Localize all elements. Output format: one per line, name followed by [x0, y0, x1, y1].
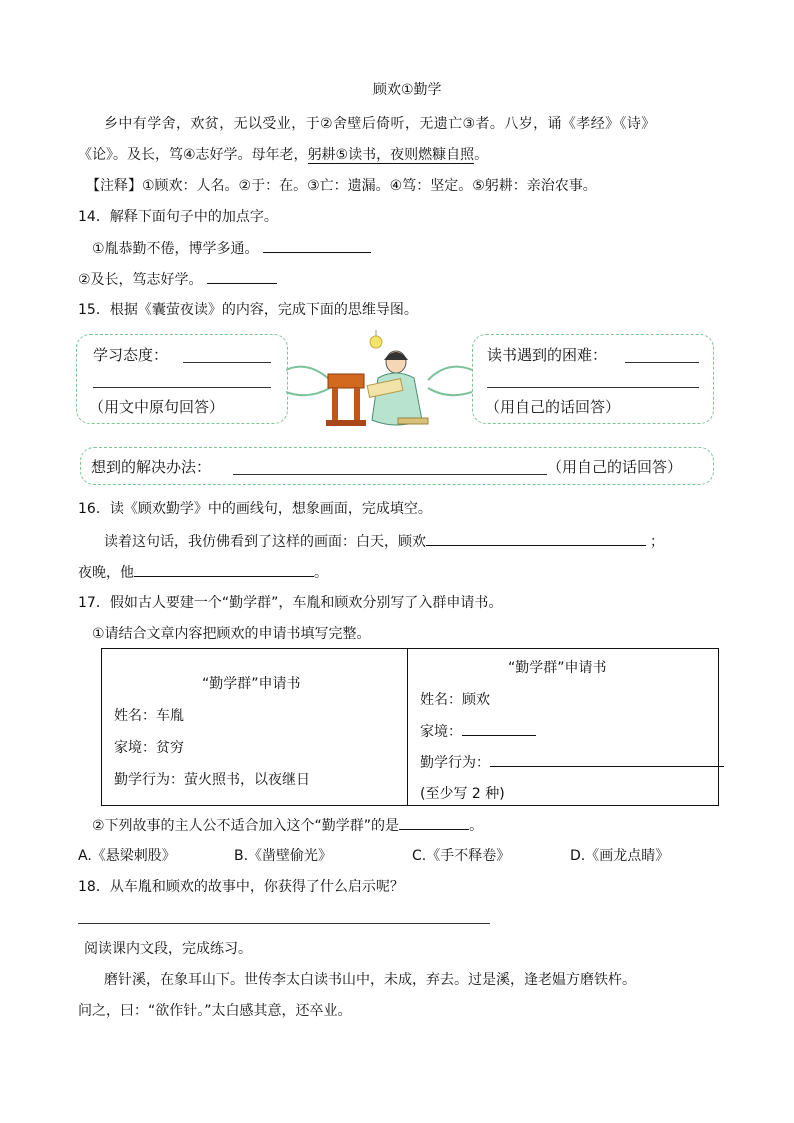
q14-item-2-text: ②及长，笃志好学。 — [78, 272, 203, 288]
solution-label: 想到的解决办法： — [91, 458, 212, 476]
q14-item-1 — [92, 238, 371, 259]
q17-option-c[interactable]: C.《手不释卷》 — [412, 848, 511, 864]
connector-left-icon — [286, 367, 330, 380]
q16-line-1-end: ； — [650, 534, 664, 550]
passage-notes: 【注释】①顾欢：人名。②于：在。③亡：遗漏。④笃：坚定。⑤躬耕：亲治农事。 — [86, 178, 597, 194]
attitude-blank-2[interactable] — [93, 387, 271, 388]
passage-title: 顾欢①勤学 — [373, 82, 442, 98]
app-right-behavior-blank[interactable] — [490, 752, 724, 767]
q14-item-1-blank[interactable] — [263, 238, 371, 253]
connector-right-icon — [428, 367, 472, 380]
passage-2-line-1: 磨针溪，在象耳山下。世传李太白读书山中，未成，弃去。过是溪，逢老媪方磨铁杵。 — [104, 972, 636, 988]
mindmap-box-attitude — [76, 334, 288, 424]
q17-option-b[interactable]: B.《凿壁偷光》 — [234, 848, 333, 864]
app-left-family: 家境：贫穷 — [114, 740, 184, 756]
q14-item-1-text: ①胤恭勤不倦，博学多通。 — [92, 241, 259, 257]
passage-2-line-2: 问之，曰：“欲作针。”太白感其意，还卒业。 — [78, 1003, 352, 1019]
q17-sub-2-blank[interactable] — [399, 815, 469, 830]
passage-line-2-end: 。 — [474, 147, 489, 163]
application-che-yin — [102, 649, 408, 806]
q15-stem: 15．根据《囊萤夜读》的内容，完成下面的思维导图。 — [78, 302, 418, 318]
solution-hint: （用自己的话回答） — [547, 458, 683, 476]
q17-sub-1: ①请结合文章内容把顾欢的申请书填写完整。 — [92, 626, 371, 642]
difficulty-blank-1[interactable] — [625, 362, 699, 363]
difficulty-hint: （用自己的话回答） — [485, 398, 621, 416]
app-left-behavior: 勤学行为：萤火照书，以夜继日 — [114, 772, 310, 788]
lamp-icon — [370, 336, 382, 348]
q17-sub-2 — [92, 815, 483, 836]
app-left-title: “勤学群”申请书 — [202, 676, 301, 692]
q16-line-1 — [104, 531, 664, 552]
q17-sub-2-text: ②下列故事的主人公不适合加入这个“勤学群”的是 — [92, 818, 400, 834]
difficulty-blank-2[interactable] — [487, 387, 699, 388]
app-right-family — [420, 721, 536, 741]
q14-item-2 — [78, 269, 277, 290]
app-right-behavior — [420, 752, 724, 772]
q18-answer-line[interactable] — [78, 923, 490, 924]
app-right-behavior-label: 勤学行为： — [420, 755, 490, 771]
app-left-name: 姓名：车胤 — [114, 708, 184, 724]
difficulty-label: 读书遇到的困难： — [487, 346, 608, 364]
application-table — [101, 648, 719, 806]
app-right-name: 姓名：顾欢 — [420, 692, 490, 708]
q17-option-d[interactable]: D.《画龙点睛》 — [570, 848, 670, 864]
passage-2-intro: 阅读课内文段，完成练习。 — [84, 941, 252, 957]
attitude-label: 学习态度： — [93, 346, 169, 364]
attitude-blank-1[interactable] — [183, 362, 271, 363]
passage-line-2-start: 《论》。及长，笃④志好学。母年老， — [78, 147, 308, 163]
q14-item-2-blank[interactable] — [207, 269, 277, 284]
q16-line-2 — [78, 562, 328, 583]
solution-blank[interactable] — [233, 474, 547, 475]
q16-night-blank[interactable] — [134, 562, 314, 577]
q16-stem: 16．读《顾欢勤学》中的画线句，想象画面，完成填空。 — [78, 501, 432, 517]
app-right-family-blank[interactable] — [462, 721, 536, 736]
q16-line-2-end: 。 — [314, 565, 328, 581]
mindmap-box-difficulty — [472, 334, 714, 424]
q16-line-1-text: 读着这句话，我仿佛看到了这样的画面：白天，顾欢 — [104, 534, 426, 550]
q17-option-a[interactable]: A.《悬梁刺股》 — [78, 848, 176, 864]
q17-stem: 17．假如古人要建一个“勤学群”，车胤和顾欢分别写了入群申请书。 — [78, 595, 503, 611]
q16-day-blank[interactable] — [426, 531, 646, 546]
app-right-note: (至少写 2 种) — [420, 786, 505, 802]
app-right-family-label: 家境： — [420, 724, 462, 740]
q14-stem: 14．解释下面句子中的加点字。 — [78, 209, 278, 225]
app-right-title: “勤学群”申请书 — [508, 660, 607, 676]
attitude-hint: （用文中原句回答） — [89, 398, 225, 416]
application-gu-huan — [408, 649, 719, 806]
q18-stem: 18．从车胤和顾欢的故事中，你获得了什么启示呢？ — [78, 879, 404, 895]
q16-line-2-text: 夜晚，他 — [78, 565, 134, 581]
mindmap-box-solution — [80, 447, 714, 485]
passage-line-2 — [78, 145, 488, 165]
desk-icon — [328, 374, 364, 388]
underlined-sentence: 躬耕⑤读书，夜则燃糠自照 — [307, 147, 475, 163]
passage-line-1: 乡中有学舍，欢贫，无以受业，于②舍壁后倚听，无遗亡③者。八岁，诵《孝经》《诗》 — [104, 116, 656, 132]
q17-sub-2-end: 。 — [469, 818, 484, 834]
mindmap-illustration — [286, 330, 472, 436]
